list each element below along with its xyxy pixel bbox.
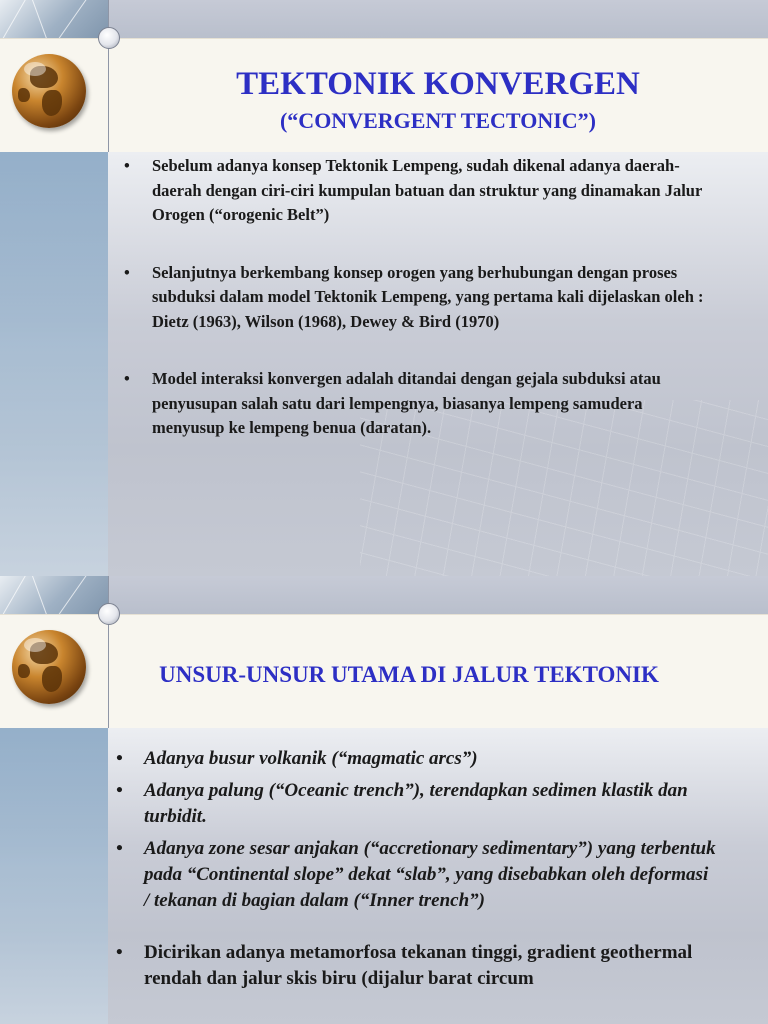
list-item — [116, 746, 716, 772]
bullet-text: Adanya zone sesar anjakan (“accretionary sedimentary”) yang terbentuk pada “Continental slope” dekat “slab”, yang disebabkan oleh deformasi / tekanan di bagian dalam (“Inner trench”) — [144, 838, 716, 911]
vertical-rule — [108, 576, 109, 728]
corner-decoration — [0, 576, 108, 614]
globe-icon — [12, 54, 86, 128]
list-item — [124, 154, 714, 228]
globe-icon — [12, 630, 86, 704]
bullet-text: Sebelum adanya konsep Tektonik Lempeng, sudah dikenal adanya daerah-daerah dengan ciri-ciri kumpulan batuan dan struktur yang dinamakan Jalur Orogen (“orogenic Belt”) — [152, 156, 702, 224]
knob-icon — [98, 27, 120, 49]
list-item — [124, 261, 714, 335]
bullet-text: Dicirikan adanya metamorfosa tekanan tinggi, gradient geothermal rendah dan jalur skis biru (dijalur barat circum — [144, 942, 693, 989]
slide-title: UNSUR-UNSUR UTAMA DI JALUR TEKTONIK — [159, 662, 659, 687]
list-item — [116, 836, 716, 914]
slide-subtitle: (“CONVERGENT TECTONIC”) — [279, 108, 596, 133]
side-panel — [0, 728, 108, 1024]
bullet-text: Adanya palung (“Oceanic trench”), terendapkan sedimen klastik dan turbidit. — [144, 780, 688, 827]
bullet-list — [116, 746, 716, 998]
bullet-icon: • — [116, 780, 123, 801]
slide-title: TEKTONIK KONVERGEN — [236, 66, 640, 102]
side-panel — [0, 152, 108, 576]
bullet-icon: • — [124, 156, 130, 175]
bullet-text: Selanjutnya berkembang konsep orogen yang berhubungan dengan proses subduksi dalam model Tektonik Lempeng, yang pertama kali dijelaskan oleh : Dietz (1963), Wilson (1968), Dewey & Bird (1970) — [152, 262, 704, 331]
list-item — [124, 367, 714, 441]
list-item — [116, 940, 716, 992]
bullet-icon: • — [116, 838, 123, 859]
slide-2 — [0, 576, 768, 1024]
bullet-list — [124, 154, 714, 441]
knob-icon — [98, 603, 120, 625]
corner-decoration — [0, 0, 108, 38]
bullet-text: Adanya busur volkanik (“magmatic arcs”) — [144, 748, 478, 769]
bullet-icon: • — [124, 369, 130, 388]
bullet-icon: • — [116, 748, 123, 769]
list-item — [116, 778, 716, 830]
bullet-icon: • — [116, 942, 123, 963]
bullet-icon: • — [124, 262, 130, 282]
bullet-text: Model interaksi konvergen adalah ditandai dengan gejala subduksi atau penyusupan salah satu dari lempengnya, biasanya lempeng samudera menyusup ke lempeng benua (daratan). — [152, 369, 661, 437]
